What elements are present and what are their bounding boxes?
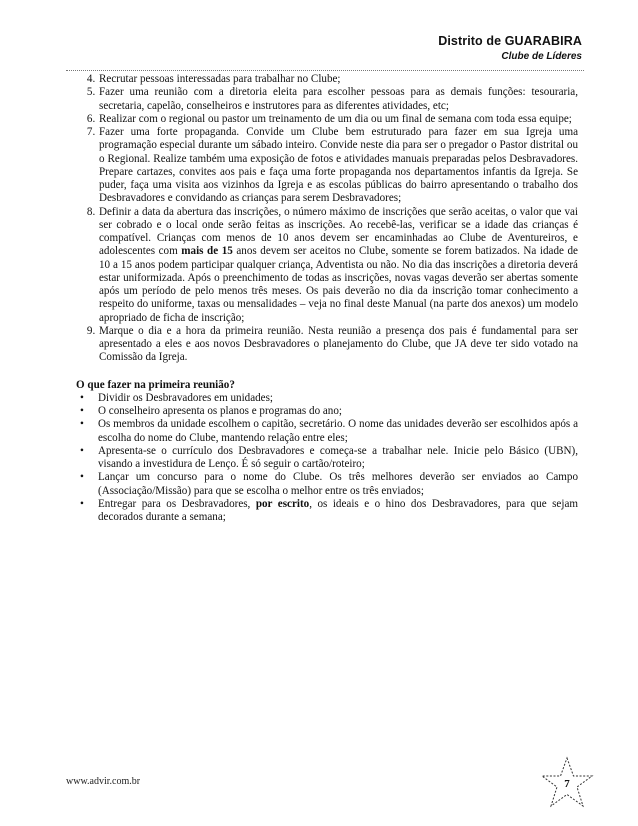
bullet-text: Apresenta-se o currículo dos Desbravadores e começa-se a trabalhar nele. Inicie pelo Básico (UBN), visando a investidura de Lenço. É só seguir o cartão/roteiro; bbox=[98, 444, 578, 470]
bullet-text: Entregar para os Desbravadores, bbox=[98, 497, 256, 510]
bullet-text: , os ideais e o hino dos Desbravadores, para que sejam decorados durante a semana; bbox=[98, 497, 578, 523]
bullet-text: Lançar um concurso para o nome do Clube. Os três melhores deverão ser enviados ao Campo (Associação/Missão) para que se escolha o melhor entre os três enviados; bbox=[98, 471, 578, 497]
list-item bbox=[98, 206, 578, 325]
list-item bbox=[98, 445, 578, 472]
step-text: Recrutar pessoas interessadas para trabalhar no Clube; bbox=[99, 73, 341, 85]
page-number: 7 bbox=[564, 778, 570, 790]
bullet-text: Os membros da unidade escolhem o capitão, secretário. O nome das unidades deverão ser escolhidos após a escolha do nome do Clube, mantendo relação entre eles; bbox=[98, 418, 578, 444]
page-number-badge bbox=[536, 756, 586, 802]
page-header bbox=[438, 34, 582, 62]
header-district: Distrito de GUARABIRA bbox=[438, 34, 582, 48]
step-text: anos devem ser aceitos no Clube, somente se forem batizados. Na idade de 10 a 15 anos podem participar qualquer criança, Adventista ou não. No dia das inscrições a diretoria deverá estar uniformizada. Após o preenchimento de todas as inscrições, novas vagas deverão ser abertas somente após um período de pelo menos três meses. Os pais deverão no dia da inscrição tomar conhecimento a respeito do uniforme, taxas ou mensalidades – veja no final deste Manual (na parte dos anexos) um modelo apropriado de ficha de inscrição; bbox=[99, 245, 578, 324]
header-divider bbox=[66, 70, 584, 71]
bullet-bold-text: por escrito bbox=[255, 497, 310, 510]
list-item bbox=[98, 86, 578, 113]
list-item bbox=[98, 498, 578, 525]
page-body bbox=[76, 73, 578, 524]
list-item bbox=[98, 113, 578, 126]
list-item bbox=[98, 405, 578, 418]
list-item bbox=[98, 73, 578, 86]
header-club: Clube de Líderes bbox=[501, 51, 582, 62]
bullets-list bbox=[76, 392, 578, 525]
step-text: Realizar com o regional ou pastor um treinamento de um dia ou um final de semana com toda essa equipe; bbox=[99, 112, 572, 125]
steps-list bbox=[76, 73, 578, 365]
section-heading: O que fazer na primeira reunião? bbox=[76, 378, 235, 391]
step-bold-text: mais de 15 bbox=[181, 245, 233, 258]
list-item bbox=[98, 471, 578, 498]
step-text: Fazer uma forte propaganda. Convide um Clube bem estruturado para fazer em sua Igreja uma programação especial durante um sábado inteiro. Convide neste dia para ser o pregador o Pastor distrital ou o Regional. Realize também uma exposição de fotos e atividades manuais preparadas pelos Desbravadores. Prepare cartazes, convites aos pais e faça uma forte propaganda nos departamentos infantis da Igreja. Se puder, faça uma visita aos vizinhos da Igreja e as escolas públicas do bairro apresentando o trabalho dos Desbravadores e convidando as crianças para serem Desbravadores; bbox=[99, 126, 578, 205]
bullet-text: Dividir os Desbravadores em unidades; bbox=[98, 391, 273, 404]
list-item bbox=[98, 392, 578, 405]
bullet-text: O conselheiro apresenta os planos e programas do ano; bbox=[98, 405, 342, 417]
list-item bbox=[98, 126, 578, 206]
list-item bbox=[98, 325, 578, 365]
step-text: Marque o dia e a hora da primeira reunião. Nesta reunião a presença dos pais é fundamental para ser apresentado a eles e aos novos Desbravadores o planejamento do Clube, que JA deve ter sido votado na Comissão da Igreja. bbox=[99, 324, 578, 364]
footer-url: www.advir.com.br bbox=[66, 776, 141, 787]
step-text: Definir a data da abertura das inscrições, o número máximo de inscrições que serão aceitas, o valor que vai ser cobrado e o local onde serão feitas as inscrições. Ao recebê-las, verificar se a idade das crianças é compatível. Crianças com menos de 10 anos devem ser encaminhadas ao Clube de Aventureiros, e adolescentes com bbox=[99, 205, 578, 258]
step-text: Fazer uma reunião com a diretoria eleita para escolher pessoas para as demais funções: tesouraria, secretaria, capelão, conselheiros e instrutores para as diferentes atividades, etc; bbox=[99, 86, 578, 112]
list-item bbox=[98, 418, 578, 445]
